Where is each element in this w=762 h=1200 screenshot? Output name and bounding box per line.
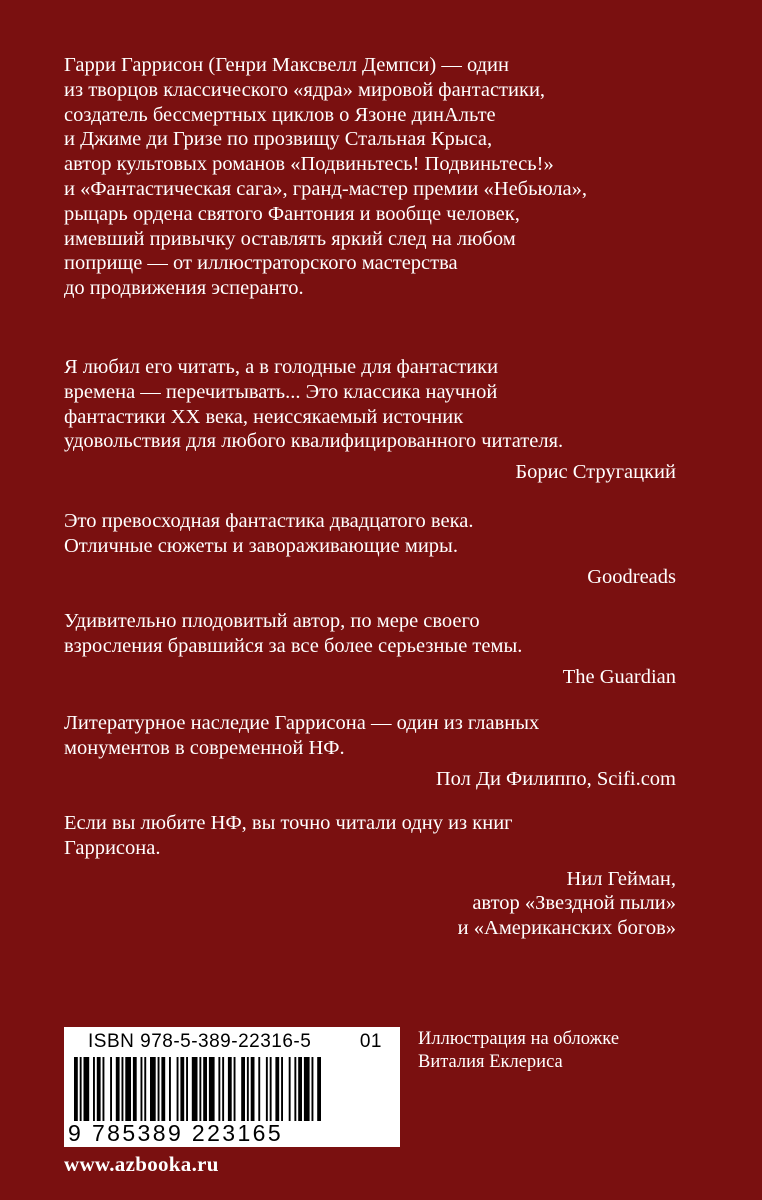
barcode-bar (122, 1057, 124, 1121)
barcode-bar (312, 1057, 314, 1121)
barcode-bar (218, 1057, 220, 1121)
barcode-bar (74, 1057, 78, 1121)
isbn-label-row (88, 1031, 394, 1053)
barcode-bar (97, 1057, 101, 1121)
illustration-credit-line: Виталия Еклериса (418, 1052, 563, 1072)
barcode-bar (222, 1057, 224, 1121)
bio-line: поприще — от иллюстраторского мастерства (64, 252, 458, 275)
barcode-bar (266, 1057, 268, 1121)
quote-line: фантастики XX века, неиссякаемый источник (64, 405, 464, 428)
barcode-bar (247, 1057, 249, 1121)
bio-line: до продвижения эсперанто. (64, 277, 304, 300)
isbn-addon: 01 (359, 1031, 382, 1052)
bio-line: Гарри Гаррисон (Генри Максвелл Демпси) — один (64, 54, 509, 76)
barcode-bar (209, 1057, 215, 1121)
quote-line: Удивительно плодовитый автор, по мере своего (64, 610, 480, 632)
barcode-bar (234, 1057, 236, 1121)
quote-guardian (64, 609, 676, 689)
barcode-bar (275, 1057, 279, 1121)
barcode-bar (241, 1057, 245, 1121)
quote-line: времена — перечитывать... Это классика научной (64, 380, 498, 403)
barcode-bar (228, 1057, 232, 1121)
barcode-bar (84, 1057, 90, 1121)
barcode-bar (251, 1057, 255, 1121)
barcode-bar (281, 1057, 283, 1121)
barcode-bar (110, 1057, 112, 1121)
bio-line: автор культовых романов «Подвиньтесь! Подвиньтесь!» (64, 153, 554, 176)
isbn-digits: 9 785389 223165 (68, 1120, 284, 1146)
quote-line: Если вы любите НФ, вы точно читали одну из книг (64, 812, 513, 834)
quote-attribution: автор «Звездной пыли» (472, 892, 676, 915)
barcode-bar (186, 1057, 188, 1121)
illustration-credit (418, 1028, 718, 1074)
barcode-bar (177, 1057, 179, 1121)
barcode-bar (144, 1057, 146, 1121)
quote-attribution: и «Американских богов» (457, 917, 676, 940)
barcode-bar (80, 1057, 82, 1121)
quote-attribution: Goodreads (587, 565, 676, 588)
quote-line: монументов в современной НФ. (64, 736, 345, 759)
quote-gaiman (64, 811, 676, 941)
bio-line: имевший привычку оставлять яркий след на любом (64, 227, 516, 250)
bio-line: из творцов классического «ядра» мировой фантастики, (64, 78, 546, 101)
quote-line: Я любил его читать, а в голодные для фантастики (64, 356, 499, 378)
barcode-bar (270, 1057, 272, 1121)
barcode-bar (258, 1057, 260, 1121)
quote-line: Это превосходная фантастика двадцатого века. (64, 510, 474, 532)
barcode-bar (116, 1057, 120, 1121)
author-bio (64, 53, 704, 301)
barcode-bar (125, 1057, 131, 1121)
quote-difilippo (64, 711, 676, 791)
publisher-website: www.azbooka.ru (64, 1152, 219, 1176)
bio-line: и Джиме ди Гризе по прозвищу Стальная Крыса, (64, 128, 493, 151)
isbn-barcode (64, 1027, 400, 1147)
quote-attribution: Пол Ди Филиппо, Scifi.com (435, 767, 676, 790)
barcode-bar (289, 1057, 291, 1121)
quote-attribution: The Guardian (562, 665, 676, 688)
barcode-bar (192, 1057, 198, 1121)
quote-line: взросления бравшийся за все более серьезные темы. (64, 634, 523, 657)
barcode-bar (317, 1057, 321, 1121)
quote-line: Литературное наследие Гаррисона — один из главных (64, 712, 540, 734)
barcode-bar (203, 1057, 207, 1121)
barcode-bar (199, 1057, 201, 1121)
quote-attribution: Борис Стругацкий (515, 461, 676, 484)
bio-line: и «Фантастическая сага», гранд-мастер премии «Небьюла», (64, 177, 587, 200)
barcode-bar (133, 1057, 137, 1121)
barcode-bar (158, 1057, 160, 1121)
quote-line: Гаррисона. (64, 836, 161, 859)
barcode-bars (70, 1057, 394, 1121)
barcode-bar (150, 1057, 156, 1121)
barcode-bar (103, 1057, 105, 1121)
barcode-bar (294, 1057, 296, 1121)
barcode-bar (304, 1057, 310, 1121)
barcode-bar (93, 1057, 95, 1121)
quote-line: Отличные сюжеты и завораживающие миры. (64, 534, 458, 557)
quote-goodreads (64, 509, 676, 589)
barcode-bar (161, 1057, 165, 1121)
bio-line: создатель бессмертных циклов о Язоне динАльте (64, 103, 496, 126)
barcode-bar (298, 1057, 302, 1121)
illustration-credit-line: Иллюстрация на обложке (418, 1029, 620, 1049)
barcode-bar (141, 1057, 143, 1121)
barcode-bar (169, 1057, 171, 1121)
quote-attribution: Нил Гейман, (566, 867, 676, 890)
barcode-bar (180, 1057, 184, 1121)
quote-line: удовольствия для любого квалифицированного читателя. (64, 430, 564, 453)
bio-line: рыцарь ордена святого Фантония и вообще человек, (64, 202, 520, 225)
quote-strugatsky (64, 355, 676, 485)
isbn-label: ISBN 978-5-389-22316-5 (88, 1031, 312, 1052)
